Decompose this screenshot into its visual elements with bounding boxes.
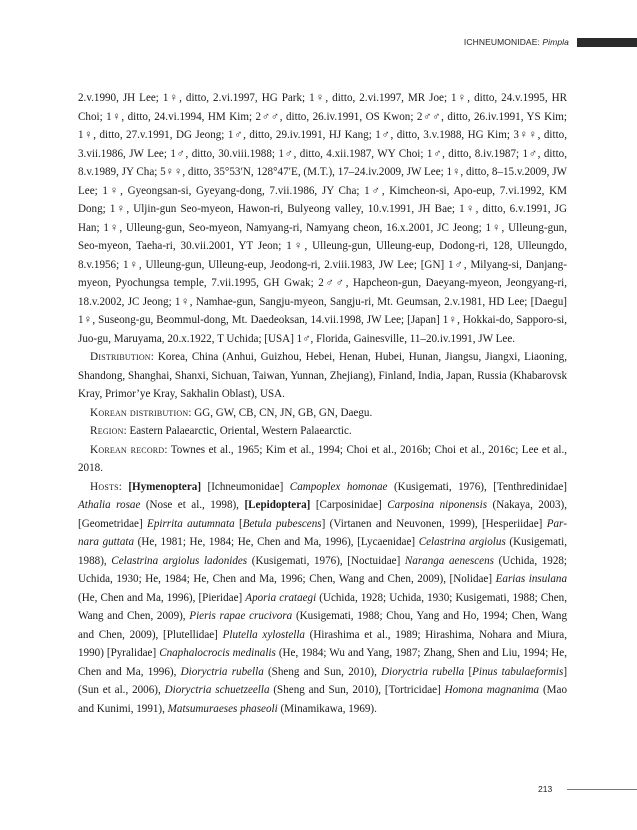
host-text: [Ichneumonidae]	[201, 480, 290, 493]
page-number: 213	[538, 784, 553, 794]
host-species: Epirrita autumnata	[147, 517, 235, 530]
host-text: (Minamikawa, 1969).	[277, 702, 377, 715]
host-text: (Kusigemati, 1988),	[78, 536, 567, 567]
host-text: (Sheng and Sun, 2010),	[263, 665, 382, 678]
korean-record-label: Korean record	[90, 443, 165, 456]
host-species: Celastrina argiolus	[418, 536, 506, 548]
region-paragraph	[78, 422, 567, 441]
host-text: (Kusigemati, 1988; Chou, Yang and Ho, 1994; Chen, Wang and Chen, 2009), [Plutellidae]	[78, 610, 568, 641]
host-species: Plutella xylostella	[222, 628, 305, 641]
korean-distribution-paragraph	[78, 404, 567, 423]
korean-distribution-label: Korean distribution	[90, 406, 189, 419]
host-text: ] (Sun et al., 2006),	[78, 665, 568, 696]
region-label: Region	[90, 425, 124, 437]
host-text: (Uchida, 1928; Uchida, 1930; Kusigemati, 1988; Chen, Wang and Chen, 2009),	[78, 591, 567, 622]
host-text: [Carposinidae]	[310, 499, 388, 511]
main-text	[78, 89, 567, 718]
korean-distribution-text: : GG, GW, CB, CN, JN, GB, GN, Daegu.	[188, 406, 373, 419]
host-text: (He, 1984; Wu and Yang, 1987; Zhang, Shen and Liu, 1994; He, Chen and Ma, 1996),	[78, 647, 567, 678]
host-species: Dioryctria rubella	[381, 665, 465, 678]
host-text: (Mao and Kunimi, 1991),	[78, 684, 567, 715]
host-text: (Kusigemati, 1976), [Tenthredinidae]	[387, 480, 568, 493]
host-species: Homona magnanima	[444, 684, 540, 696]
host-species: Dioryctria rubella	[180, 665, 264, 678]
host-species: Parnara guttata	[78, 517, 568, 548]
hosts-label: Hosts	[90, 480, 119, 493]
host-species: Celastrina argiolus ladonides	[111, 554, 248, 567]
host-text: (Nakaya, 2003), [Geometridae]	[78, 499, 567, 530]
korean-record-text: : Townes et al., 1965; Kim et al., 1994; Choi et al., 2016b; Choi et al., 2016c; Lee et al., 2018.	[78, 443, 567, 474]
host-species: Aporia crataegi	[245, 591, 317, 604]
korean-record-paragraph	[78, 441, 567, 478]
running-head-family: ICHNEUMONIDAE:	[463, 37, 540, 47]
host-species: Dioryctria schuetzeella	[164, 684, 270, 696]
distribution-paragraph	[78, 348, 567, 404]
distribution-label: Distribution	[90, 351, 151, 363]
host-species: Earias insulana	[495, 573, 568, 585]
host-order: [Hymenoptera]	[128, 480, 202, 493]
host-text: (Nose et al., 1998),	[140, 499, 245, 511]
running-head	[464, 36, 637, 48]
host-species: Carposina niponensis	[387, 499, 488, 511]
host-order: [Lepidoptera]	[244, 499, 311, 511]
host-species: Pinus tabulaeformis	[472, 665, 564, 678]
host-species: Campoplex homonae	[289, 480, 388, 493]
host-text: [	[234, 517, 243, 530]
host-text: ] (Virtanen and Neuvonen, 1999), [Hesperiidae]	[321, 517, 547, 530]
host-species: Matsumuraeses phaseoli	[167, 702, 278, 715]
distribution-text: : Korea, China (Anhui, Guizhou, Hebei, Henan, Hubei, Hunan, Jiangsu, Jiangxi, Liaoning, Shandong, Shanghai, Shanxi, Sichuan, Taiwan, Yunnan, Zhejiang), Finland, India, Japan, Russia (Khabarovsk Kray, Primor’ye Kray, Sakhalin Oblast), USA.	[78, 351, 567, 400]
running-head-genus: Pimpla	[542, 37, 569, 47]
host-text: (Hirashima et al., 1989; Hirashima, Nohara and Miura, 1990) [Pyralidae]	[78, 628, 567, 659]
host-text: (Sheng and Sun, 2010), [Tortricidae]	[269, 684, 445, 696]
material-examined: 2.v.1990, JH Lee; 1♀, ditto, 2.vi.1997, HG Park; 1♀, ditto, 2.vi.1997, MR Joe; 1♀, ditto, 24.v.1995, HR Choi; 1♀, ditto, 24.vi.1994, HM Kim; 2♂♂, ditto, 26.iv.1991, OS Kwon; 2♂♂, ditto, 26.iv.1991, YS Kim; 1♀, ditto, 27.v.1991, DG Jeong; 1♂, ditto, 29.iv.1991, HJ Kang; 1♂, ditto, 3.v.1988, HG Kim; 3♀♀, ditto, 3.vii.1986, JW Lee; 1♂, ditto, 30.viii.1988; 1♂, ditto, 4.xii.1987, WY Choi; 1♂, ditto, 8.iv.1987; 1♂, ditto, 8.v.1989, JY Cha; 5♀♀, ditto, 35°53′N, 128°47′E, (M.T.), 17–24.iv.2009, JW Lee; 1♀, ditto, 8–15.v.2009, JW Lee; 1♀, Gyeongsan-si, Gyeyang-dong, 7.vii.1986, JY Cha; 1♂, Kimcheon-si, Apo-eup, 7.vi.1992, KM Dong; 1♀, Uljin-gun Seo-myeon, Hawon-ri, Bulyeong valley, 10.v.1991, JH Bae; 1♀, ditto, 6.v.1991, JG Han; 1♀, Ulleung-gun, Seo-myeon, Namyang-ri, Namyang cheon, 16.x.2001, JC Jeong; 1♀, Ulleung-gun, Seo-myeon, Taeha-ri, 30.vii.2001, YT Jeon; 1♀, Ulleung-gun, Ulleung-eup, Dodong-ri, 128, Ulleungdo, 8.v.1956; 1♀, Ulleung-gun, Ulleung-eup, Jeodong-ri, 2.viii.1983, JW Lee; [GN] 1♂, Milyang-si, Danjang-myeon, Pyochungsa temple, 7.vii.1995, GH Gwak; 2♂♂, Hapcheon-gun, Daeyang-myeon, Jeongyang-ri, 18.v.2002, JC Jeong; 1♀, Namhae-gun, Sangju-myeon, Sangju-ri, Mt. Geumsan, 2.v.1981, HD Lee; [Daegu] 1♀, Suseong-gu, Beommul-dong, Mt. Daedeoksan, 14.vii.1998, JW Lee; [Japan] 1♀, Hokkai-do, Sapporo-si, Juo-gu, Maruyama, 20.x.1922, T Uchida; [USA] 1♂, Florida, Gainesville, 11–20.iv.1991, JW Lee.	[78, 92, 567, 345]
host-species: Betula pubescens	[242, 517, 322, 530]
hosts-paragraph	[78, 478, 567, 719]
host-species: Cnaphalocrocis medinalis	[159, 647, 276, 659]
hosts-text	[78, 481, 567, 715]
host-species: Pieris rapae crucivora	[189, 610, 293, 622]
host-text: (He, 1981; He, 1984; He, Chen and Ma, 1996), [Lycaenidae]	[134, 536, 419, 548]
host-species: Naranga aenescens	[404, 554, 494, 567]
host-text: (Uchida, 1928; Uchida, 1930; He, 1984; He, Chen and Ma, 1996; Chen, Wang and Chen, 2009), [Nolidae]	[78, 554, 568, 585]
host-text: [	[464, 665, 473, 678]
region-text: : Eastern Palaearctic, Oriental, Western Palaearctic.	[123, 425, 352, 437]
running-head-text	[464, 37, 569, 47]
host-text: (He, Chen and Ma, 1996), [Pieridae]	[78, 591, 246, 604]
host-text: (Kusigemati, 1976), [Noctuidae]	[247, 554, 405, 567]
host-species: Athalia rosae	[78, 499, 141, 511]
folio-rule	[567, 789, 637, 790]
host-text: :	[118, 480, 129, 493]
running-head-bar	[577, 38, 637, 47]
